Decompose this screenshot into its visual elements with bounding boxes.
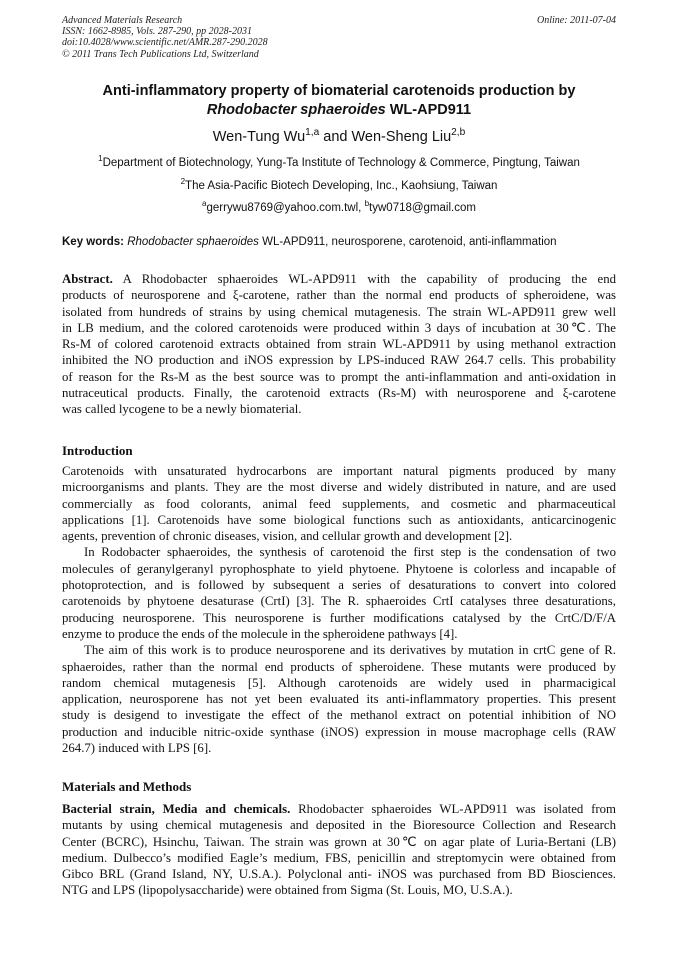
title-line-1: Anti-inflammatory property of biomaterial carotenoids production by — [102, 83, 576, 99]
methods-heading: Materials and Methods — [62, 779, 192, 794]
introduction-heading: Introduction — [62, 443, 133, 458]
methods-line: mutants by using chemical mutagenesis and deposited in the Bioresource Collection and Research — [62, 818, 616, 833]
intro-line: production and inducible nitric-oxide synthase (iNOS) expression in mouse macrophage cells (RAW — [62, 724, 616, 739]
aff1-text: Department of Biotechnology, Yung-Ta Institute of Technology & Commerce, Pingtung, Taiwan — [102, 157, 580, 169]
abstract-line: in LB medium, and the colored carotenoids were produced within 3 days of incubation at 30℃. The — [62, 320, 616, 335]
abstract-line: inhibited the NO production and iNOS expression by LPS-induced RAW 264.7 cells. This probability — [62, 353, 616, 368]
keywords-label: Key words: — [62, 236, 124, 248]
intro-line: The aim of this work is to produce neurosporene and its derivatives by mutation in crtC gene of R. — [84, 643, 616, 658]
online-date: Online: 2011-07-04 — [537, 15, 616, 26]
email-b: tyw0718@gmail.com — [369, 202, 476, 214]
abstract-line: Rs-M of colored carotenoid extracts obtained from strain WL-APD911 by using methanol extraction — [62, 337, 616, 352]
keywords — [62, 235, 616, 249]
journal-header — [62, 15, 616, 60]
journal-copyright: © 2011 Trans Tech Publications Ltd, Switzerland — [62, 48, 259, 60]
aff1-sup: 1 — [98, 154, 103, 164]
author-and: and — [319, 129, 352, 145]
email-a: gerrywu8769@yahoo.com.twl, — [206, 202, 365, 214]
introduction-body — [62, 463, 616, 756]
author-1: Wen-Tung Wu — [212, 129, 306, 145]
methods-body — [62, 801, 616, 899]
intro-line: In Rodobacter sphaeroides, the synthesis of carotenoid the first step is the condensation of two — [84, 545, 616, 560]
author-2-sup: 2,b — [451, 127, 466, 139]
title-strain: WL-APD911 — [385, 102, 472, 118]
methods-line: medium. Dulbecco’s modified Eagle’s medium, FBS, penicillin and streptomycin were obtained from — [62, 850, 616, 865]
abstract-line: was called lycogene to be a newly biomaterial. — [62, 402, 302, 417]
methods-line: NTG and LPS (lipopolysaccharide) were obtained from Sigma (St. Louis, MO, U.S.A.). — [62, 883, 513, 898]
intro-line: random chemical mutagenesis [5]. Although carotenoids are widely used in pharmacigical — [62, 675, 616, 690]
keywords-organism: Rhodobacter sphaeroides — [127, 236, 259, 248]
abstract-line: Abstract. A Rhodobacter sphaeroides WL-APD911 with the capability of producing the end — [62, 272, 616, 286]
methods-line: Center (BCRC), Hsinchu, Taiwan. The strain was grown at 30℃ on agar plate of Luria-Bertani (LB) — [62, 834, 616, 849]
email-b-sup: b — [364, 199, 370, 209]
abstract-line: of reason for the Rs-M as the best source was to prompt the anti-inflammation and anti-oxidation in — [62, 369, 616, 384]
intro-line: Carotenoids with unsaturated hydrocarbons are important natural pigments produced by many — [62, 464, 616, 478]
keywords-rest: WL-APD911, neurosporene, carotenoid, anti-inflammation — [258, 236, 557, 248]
aff2-text: The Asia-Pacific Biotech Developing, Inc., Kaohsiung, Taiwan — [185, 180, 498, 192]
author-1-sup: 1,a — [305, 127, 320, 139]
intro-line: 264.7) induced with LPS [6]. — [62, 741, 212, 756]
journal-doi: doi:10.4028/www.scientific.net/AMR.287-290.2028 — [62, 37, 268, 49]
authors — [40, 128, 638, 146]
abstract-line: nutraceutical products. Finally, the carotenoid extracts (Rs-M) with neurosporene and ξ-carotene — [62, 386, 616, 401]
affiliation-2 — [40, 179, 638, 193]
methods-sub-label: Bacterial strain, Media and chemicals. — [62, 802, 291, 816]
abstract-label: Abstract. — [62, 272, 113, 286]
journal-issn: ISSN: 1662-8985, Vols. 287-290, pp 2028-2031 — [62, 26, 252, 38]
email-a-sup: a — [202, 199, 207, 209]
intro-line: microorganisms and plants. They are the most diverse and widely distributed in nature, and are used — [62, 480, 616, 495]
intro-line: enzyme to produce the ends of the molecule in the spheroidene pathways [4]. — [62, 626, 458, 641]
intro-line: application, neurosporene has not yet been evaluated its anti-inflammatory properties. This present — [62, 692, 616, 707]
intro-line: photoprotection, and is followed by subsequent a series of desaturations to convert into colored — [62, 578, 616, 593]
methods-line: Bacterial strain, Media and chemicals. Rhodobacter sphaeroides WL-APD911 was isolated from — [62, 802, 616, 816]
title-organism: Rhodobacter sphaeroides — [206, 102, 386, 118]
title-line-2 — [40, 101, 638, 120]
abstract-line: isolated from hundreds of strains by using chemical mutagenesis. The strain WL-APD911 grew well — [62, 304, 616, 319]
author-emails — [40, 201, 638, 215]
intro-line: agents, prevention of chronic diseases, vision, and cellular growth and development [2]. — [62, 529, 513, 544]
intro-line: molecules of geranylgeranyl pyrophosphate to yield phytoene. Phytoene is colorless and incapable of — [62, 561, 616, 576]
intro-line: study is desigend to investigate the effect of the methanol extract on potential inhibition of NO — [62, 708, 616, 723]
intro-line: sphaeroides, rather than the normal end products of spheroidene. These mutants were produced by — [62, 659, 616, 674]
author-2: Wen-Sheng Liu — [351, 129, 452, 145]
journal-name: Advanced Materials Research — [62, 15, 183, 26]
affiliation-1 — [40, 156, 638, 170]
intro-line: producing neurosporene. This neurosporene is further modifications catalysed by the CrtC/D/F/A — [62, 610, 616, 625]
intro-line: applications [1]. Carotenoids have some biological functions such as antioxidants, anticarcinogenic — [62, 512, 616, 527]
methods-line: Gibco BRL (Grand Island, NY, U.S.A.). Polyclonal anti- iNOS was purchased from BD Biosciences. — [62, 867, 616, 882]
abstract-line: products of neurosporene and ξ-carotene, rather than the normal end products of spheroidene, was — [62, 288, 616, 303]
aff2-sup: 2 — [180, 177, 186, 187]
intro-line: commercially as food colorants, animal feed supplements, and cosmetic and pharmaceutical — [62, 496, 616, 511]
intro-line: carotenoids by phytoene desaturase (CrtI) [3]. The R. sphaeroides CrtI catalyses three desaturations, — [62, 594, 616, 609]
paper-title — [40, 82, 638, 120]
abstract — [62, 271, 616, 418]
